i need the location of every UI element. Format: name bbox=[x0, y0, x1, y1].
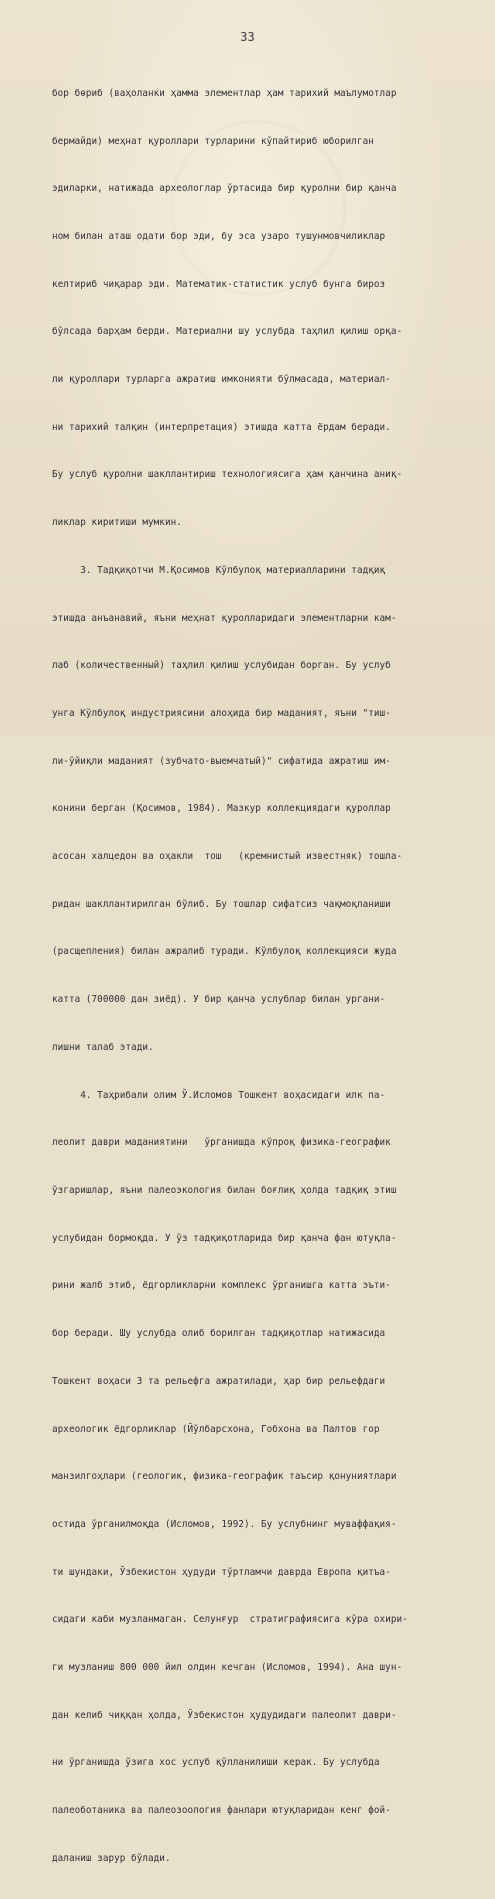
text-line: ни тарихий талқин (интерпретация) этишда катта ёрдам беради. bbox=[52, 421, 391, 433]
text-line: эдиларки, натижада археологлар ўртасида бир қуролни бир қанча bbox=[52, 183, 397, 195]
text-line: рини жалб этиб, ёдгорликларни комплекс ўрганишга катта эъти- bbox=[52, 1280, 391, 1292]
text-line: ги музланиш 800 000 йил олдин кечган (Исломов, 1994). Ана шун- bbox=[52, 1662, 403, 1674]
text-line: лаб (количественный) таҳлил қилиш услубидан борган. Бу услуб bbox=[52, 660, 391, 672]
text-line: (расщепления) билан ажралиб туради. Кўлбулоқ коллекцияси жуда bbox=[52, 946, 397, 958]
text-line: даланиш зарур бўлади. bbox=[52, 1852, 171, 1864]
text-line: ни ўрганишда ўзига хос услуб қўлланилиши керак. Бу услубда bbox=[52, 1757, 380, 1769]
text-line: дан келиб чиққан ҳолда, Ўзбекистон ҳудудидаги палеолит даври- bbox=[52, 1709, 397, 1721]
paragraph-3-start: 3. Тадқиқотчи М.Қосимов Кўлбулоқ материалларини тадқиқ bbox=[52, 564, 386, 576]
text-line: ти шундаки, Ўзбекистон ҳудуди тўртламчи даврда Европа қитъа- bbox=[52, 1566, 391, 1578]
text-line: ном билан аташ одати бор эди, бу эса узаро тушунмовчиликлар bbox=[52, 230, 386, 242]
page-number: 33 bbox=[240, 30, 255, 44]
text-line: этишда анъанавий, яъни меҳнат қуролларидаги элементларни кам- bbox=[52, 612, 397, 624]
text-line: палеоботаника ва палеозоология фанлари ютуқларидан кенг фой- bbox=[52, 1805, 391, 1817]
text-line: археологик ёдгорликлар (Йўлбарсхона, Гобхона ва Палтов гор bbox=[52, 1423, 380, 1435]
text-line: услубидан бормоқда. У ўз тадқиқотларида бир қанча фан ютуқла- bbox=[52, 1232, 397, 1244]
text-line: катта (700000 дан зиёд). У бир қанча услублар билан ургани- bbox=[52, 994, 386, 1006]
text-line: ўзгаришлар, яъни палеоэкология билан боғлиқ ҳолда тадқиқ этиш bbox=[52, 1184, 397, 1196]
text-line: асосан халцедон ва оҳакли тош (кремнистый известняк) тошла- bbox=[52, 851, 403, 863]
text-line: бермайди) меҳнат қуроллари турларини кўпайтириб юборилган bbox=[52, 135, 374, 147]
text-line: бор беради. Шу услубда олиб борилган тадқиқотлар натижасида bbox=[52, 1328, 386, 1340]
text-line: конини берган (Қосимов, 1984). Мазкур коллекциядаги қуроллар bbox=[52, 803, 391, 815]
text-line: ли-ўйиқли маданият (зубчато-выемчатый)" сифатида ажратиш им- bbox=[52, 755, 391, 767]
text-line: бор бөриб (ваҳоланки ҳамма элементлар ҳам тарихий маълумотлар bbox=[52, 87, 397, 99]
text-line: ликлар киритиши мумкин. bbox=[52, 517, 182, 529]
text-line: манзилгоҳлари (геологик, физика-географик таъсир қонуниятлари bbox=[52, 1471, 397, 1483]
paragraph-4-start: 4. Таҳрибали олим Ў.Исломов Тошкент воҳасидаги илк па- bbox=[52, 1089, 386, 1101]
text-line: остида ўрганилмоқда (Исломов, 1992). Бу услубнинг муваффақия- bbox=[52, 1518, 397, 1530]
text-line: лишни талаб этади. bbox=[52, 1041, 154, 1053]
text-line: унга Кўлбулоқ индустриясини алоҳида бир маданият, яъни "тиш- bbox=[52, 707, 391, 719]
text-line: ли қуроллари турларга ажратиш имконияти бўлмасада, материал- bbox=[52, 374, 391, 386]
text-line: келтириб чиқарар эди. Математик-статистик услуб бунга бироз bbox=[52, 278, 386, 290]
text-line: ридан шакллантирилган бўлиб. Бу тошлар сифатсиз чақмоқланиши bbox=[52, 898, 391, 910]
text-line: Бу услуб қуролни шакллантириш технологиясига ҳам қанчина аниқ- bbox=[52, 469, 403, 481]
text-line: сидаги каби музланмаган. Селунғур стратиграфиясига кўра охири- bbox=[52, 1614, 408, 1626]
text-line: бўлсада барҳам берди. Материални шу услубда таҳлил қилиш орқа- bbox=[52, 326, 403, 338]
text-line: Тошкент воҳаси 3 та рельефга ажратилади, ҳар бир рельефдаги bbox=[52, 1375, 386, 1387]
text-line: леолит даври маданиятини ўрганишда кўпроқ физика-географик bbox=[52, 1137, 391, 1149]
body-text bbox=[52, 54, 472, 1899]
